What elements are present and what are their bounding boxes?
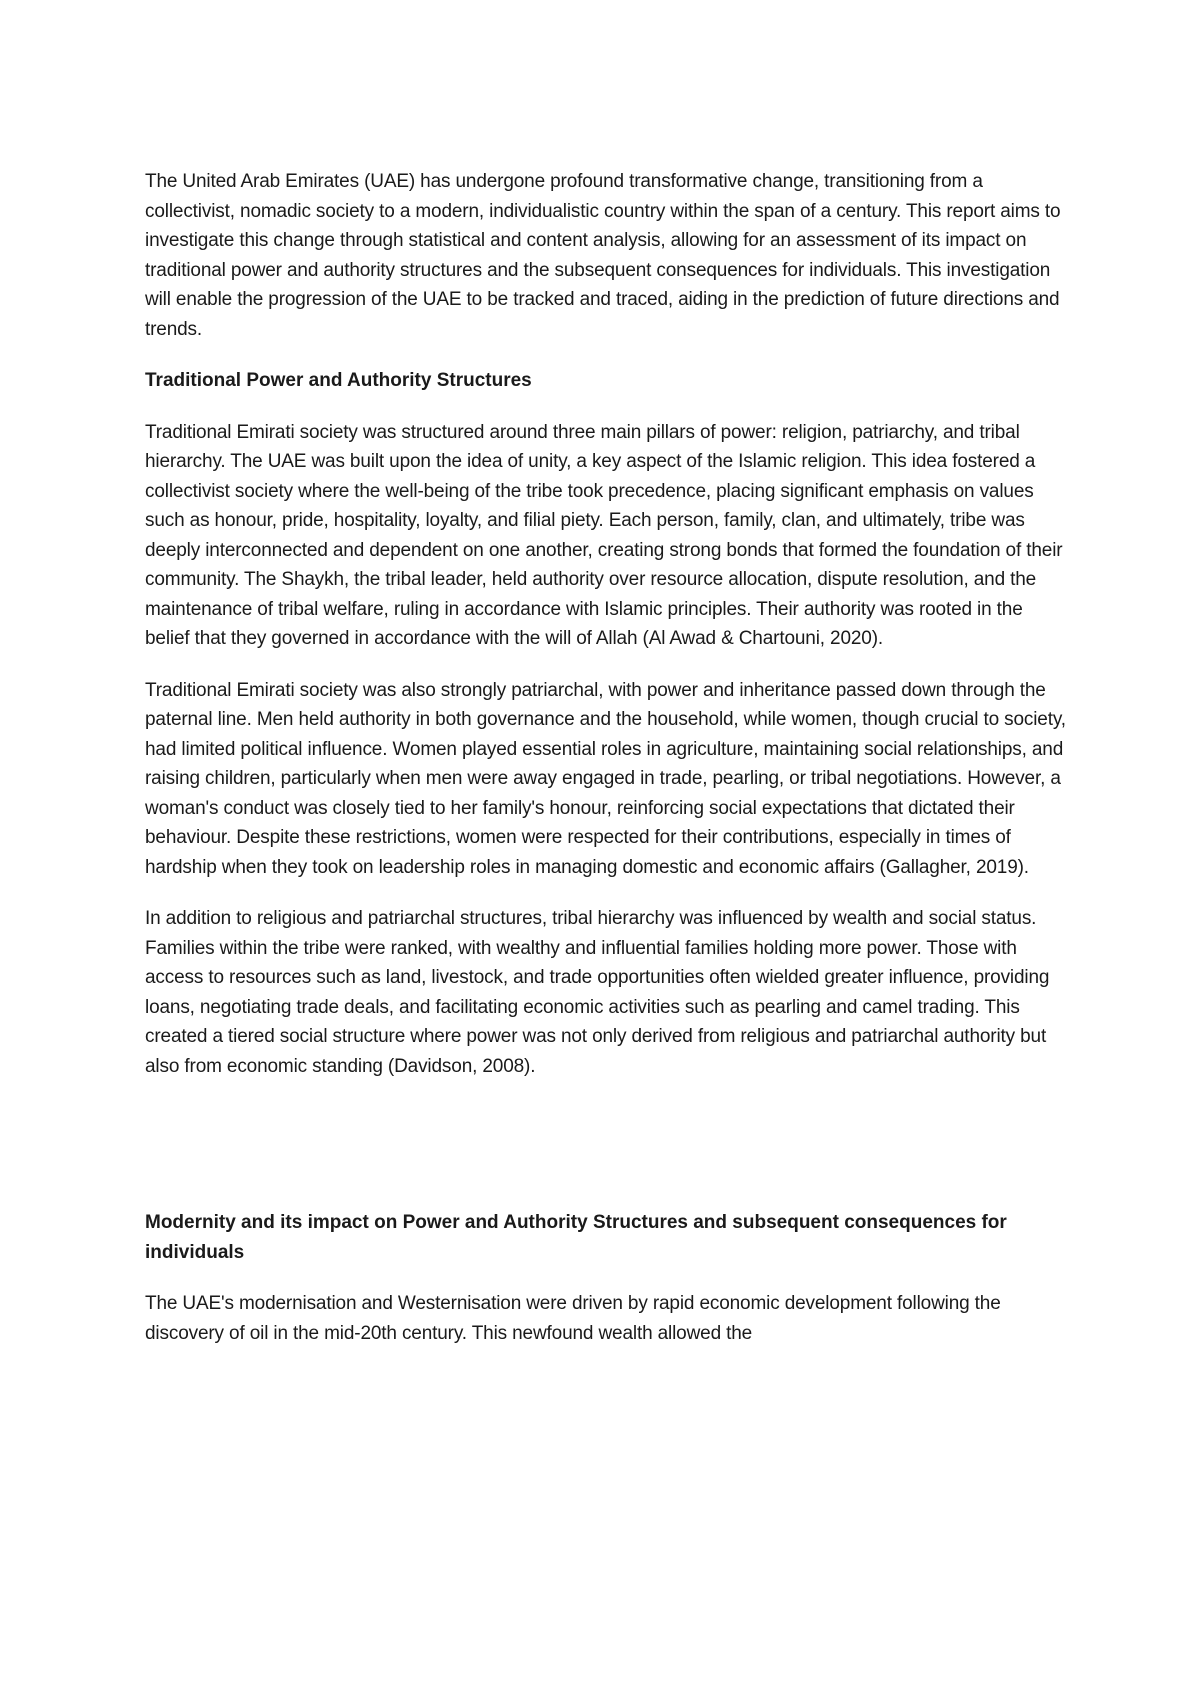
document-body [145, 167, 1070, 1370]
paragraph-pillars-of-power: Traditional Emirati society was structured around three main pillars of power: religion, patriarchy, and tribal hierarchy. The UAE was built upon the idea of unity, a key aspect of the Islamic religion. This idea fostered a collectivist society where the well-being of the tribe took precedence, placing significant emphasis on values such as honour, pride, hospitality, loyalty, and filial piety. Each person, family, clan, and ultimately, tribe was deeply interconnected and dependent on one another, creating strong bonds that formed the foundation of their community. The Shaykh, the tribal leader, held authority over resource allocation, dispute resolution, and the maintenance of tribal welfare, ruling in accordance with Islamic principles. Their authority was rooted in the belief that they governed in accordance with the will of Allah (Al Awad & Chartouni, 2020). [145, 421, 1063, 649]
section-heading-traditional-power: Traditional Power and Authority Structures [145, 370, 532, 391]
section-heading-modernity: Modernity and its impact on Power and Authority Structures and subsequent consequences for individuals [145, 1212, 1007, 1263]
paragraph-modernisation: The UAE's modernisation and Westernisation were driven by rapid economic development following the discovery of oil in the mid-20th century. This newfound wealth allowed the [145, 1293, 1001, 1344]
paragraph-patriarchy: Traditional Emirati society was also strongly patriarchal, with power and inheritance passed down through the paternal line. Men held authority in both governance and the household, while women, though crucial to society, had limited political influence. Women played essential roles in agriculture, maintaining social relationships, and raising children, particularly when men were away engaged in trade, pearling, or tribal negotiations. However, a woman's conduct was closely tied to her family's honour, reinforcing social expectations that dictated their behaviour. Despite these restrictions, women were respected for their contributions, especially in times of hardship when they took on leadership roles in managing domestic and economic affairs (Gallagher, 2019). [145, 679, 1066, 878]
section-spacer [145, 1103, 1070, 1208]
intro-paragraph: The United Arab Emirates (UAE) has undergone profound transformative change, transitioning from a collectivist, nomadic society to a modern, individualistic country within the span of a century. This report aims to investigate this change through statistical and content analysis, allowing for an assessment of its impact on traditional power and authority structures and the subsequent consequences for individuals. This investigation will enable the progression of the UAE to be tracked and traced, aiding in the prediction of future directions and trends. [145, 171, 1061, 340]
paragraph-tribal-hierarchy: In addition to religious and patriarchal structures, tribal hierarchy was influenced by wealth and social status. Families within the tribe were ranked, with wealthy and influential families holding more power. Those with access to resources such as land, livestock, and trade opportunities often wielded greater influence, providing loans, negotiating trade deals, and facilitating economic activities such as pearling and camel trading. This created a tiered social structure where power was not only derived from religious and patriarchal authority but also from economic standing (Davidson, 2008). [145, 908, 1050, 1077]
